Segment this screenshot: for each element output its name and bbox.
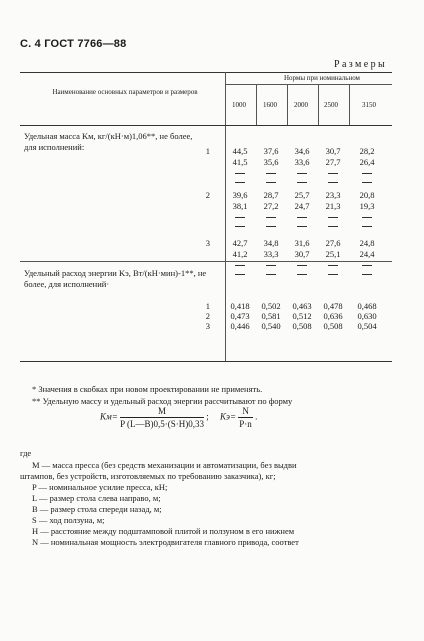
- formula: [100, 406, 257, 429]
- mass-value: 26,4: [359, 157, 375, 167]
- empty-value-dash: [328, 182, 338, 183]
- energy-label: Удельный расход энергии Kэ, Вт/(кН·мин)-1**, не более, для исполнений·: [24, 268, 207, 289]
- empty-value-dash: [297, 265, 307, 266]
- mass-value: 28,2: [359, 146, 375, 156]
- mass-value: 33,3: [263, 249, 279, 259]
- mass-value: 25,1: [325, 249, 341, 259]
- mass-value: 23,3: [325, 190, 341, 200]
- row-index: 1: [205, 301, 210, 311]
- energy-value: 0,418: [230, 301, 250, 311]
- norms-header-rule: [225, 84, 392, 85]
- empty-value-dash: [297, 173, 307, 174]
- table-bottom-border: [20, 361, 392, 362]
- col-divider: [256, 84, 257, 125]
- col-divider: [318, 84, 319, 125]
- mass-value: 27,2: [263, 201, 279, 211]
- empty-value-dash: [266, 274, 276, 275]
- energy-value: 0,636: [323, 311, 343, 321]
- column-header: 1000: [232, 101, 246, 109]
- empty-value-dash: [362, 226, 372, 227]
- mass-value: 19,3: [359, 201, 375, 211]
- empty-value-dash: [235, 274, 245, 275]
- mass-value: 24,8: [359, 238, 375, 248]
- column-header: 1600: [263, 101, 277, 109]
- energy-value: 0,540: [261, 321, 281, 331]
- empty-value-dash: [235, 265, 245, 266]
- empty-value-dash: [362, 182, 372, 183]
- empty-value-dash: [235, 182, 245, 183]
- empty-value-dash: [297, 274, 307, 275]
- column-header: 3150: [362, 101, 376, 109]
- norms-header: Нормы при номинальном: [283, 74, 360, 82]
- mass-value: 34,8: [263, 238, 279, 248]
- empty-value-dash: [362, 217, 372, 218]
- empty-value-dash: [235, 226, 245, 227]
- column-header: 2500: [324, 101, 338, 109]
- energy-value: 0,508: [292, 321, 312, 331]
- mass-value: 21,3: [325, 201, 341, 211]
- mass-value: 24,4: [359, 249, 375, 259]
- definition-line: B — размер стола спереди назад, м;: [32, 504, 162, 514]
- mass-value: 27,6: [325, 238, 341, 248]
- energy-value: 0,512: [292, 311, 312, 321]
- mass-value: 44,5: [232, 146, 248, 156]
- row-index: 2: [205, 190, 210, 200]
- formula-separator: ;: [206, 411, 209, 422]
- table-top-border: [20, 72, 392, 73]
- energy-value: 0,504: [357, 321, 377, 331]
- mass-value: 41,2: [232, 249, 248, 259]
- mass-value: 30,7: [294, 249, 310, 259]
- definition-line: H — расстояние между подштамповой плитой и ползуном в его нижнем: [32, 526, 295, 536]
- empty-value-dash: [266, 173, 276, 174]
- energy-value: 0,502: [261, 301, 281, 311]
- mass-value: 37,6: [263, 146, 279, 156]
- definition-line: P — номинальное усилие пресса, кН;: [32, 482, 168, 492]
- ke-fraction: [238, 406, 253, 429]
- mass-value: 25,7: [294, 190, 310, 200]
- energy-value: 0,478: [323, 301, 343, 311]
- mass-value: 41,5: [232, 157, 248, 167]
- row-index: 3: [205, 238, 210, 248]
- km-symbol: Kм=: [100, 411, 118, 422]
- empty-value-dash: [362, 173, 372, 174]
- energy-value: 0,463: [292, 301, 312, 311]
- mass-value: 20,8: [359, 190, 375, 200]
- row-index: 2: [205, 311, 210, 321]
- empty-value-dash: [362, 265, 372, 266]
- empty-value-dash: [362, 274, 372, 275]
- ke-denominator: P·n: [239, 419, 252, 429]
- empty-value-dash: [328, 226, 338, 227]
- ke-numerator: N: [238, 406, 253, 418]
- empty-value-dash: [235, 217, 245, 218]
- mass-value: 33,6: [294, 157, 310, 167]
- mass-value: 39,6: [232, 190, 248, 200]
- where-label: где: [20, 448, 32, 458]
- param-header: Наименование основных параметров и размеров: [52, 88, 198, 96]
- definition-line: N — номинальная мощность электродвигателя главного привода, соответ: [32, 537, 299, 547]
- empty-value-dash: [266, 265, 276, 266]
- page-header: С. 4 ГОСТ 7766—88: [20, 38, 127, 50]
- km-numerator: M: [120, 406, 204, 418]
- formula-end: .: [255, 411, 258, 422]
- footnote-2: ** Удельную массу и удельный расход энергии рассчитывают по форму: [32, 396, 293, 406]
- mass-value: 34,6: [294, 146, 310, 156]
- section-separator: [20, 261, 392, 262]
- empty-value-dash: [266, 182, 276, 183]
- empty-value-dash: [328, 173, 338, 174]
- empty-value-dash: [328, 217, 338, 218]
- empty-value-dash: [328, 265, 338, 266]
- energy-value: 0,508: [323, 321, 343, 331]
- row-index: 1: [205, 146, 210, 156]
- energy-value: 0,630: [357, 311, 377, 321]
- empty-value-dash: [328, 274, 338, 275]
- mass-label: Удельная масса Kм, кг/(кН·м)1,06**, не более, для исполнений:: [24, 131, 193, 152]
- empty-value-dash: [297, 217, 307, 218]
- energy-value: 0,473: [230, 311, 250, 321]
- mass-value: 31,6: [294, 238, 310, 248]
- km-denominator: P (L—B)0,5·(S·H)0,33: [120, 419, 204, 429]
- energy-value: 0,446: [230, 321, 250, 331]
- table-caption: Размеры: [334, 59, 388, 70]
- energy-value: 0,581: [261, 311, 281, 321]
- energy-value: 0,468: [357, 301, 377, 311]
- col-divider: [349, 84, 350, 125]
- definition-line: M — масса пресса (без средств механизации и автоматизации, без выдви: [32, 460, 297, 470]
- empty-value-dash: [235, 173, 245, 174]
- empty-value-dash: [297, 226, 307, 227]
- definition-line: штампов, без устройств, изготовляемых по требованию заказчика), кг;: [20, 471, 276, 481]
- column-header: 2000: [294, 101, 308, 109]
- mass-value: 30,7: [325, 146, 341, 156]
- mass-value: 42,7: [232, 238, 248, 248]
- definition-line: L — размер стола слева направо, м;: [32, 493, 161, 503]
- mass-value: 24,7: [294, 201, 310, 211]
- ke-symbol: Kэ=: [220, 411, 237, 422]
- mass-value: 28,7: [263, 190, 279, 200]
- mass-value: 38,1: [232, 201, 248, 211]
- row-index: 3: [205, 321, 210, 331]
- empty-value-dash: [266, 226, 276, 227]
- empty-value-dash: [297, 182, 307, 183]
- col-divider: [287, 84, 288, 125]
- mass-value: 27,7: [325, 157, 341, 167]
- mass-value: 35,6: [263, 157, 279, 167]
- footnote-1: * Значения в скобках при новом проектировании не применять.: [32, 384, 263, 394]
- definition-line: S — ход ползуна, м;: [32, 515, 105, 525]
- header-bottom-border: [20, 125, 392, 126]
- empty-value-dash: [266, 217, 276, 218]
- km-fraction: [120, 406, 204, 429]
